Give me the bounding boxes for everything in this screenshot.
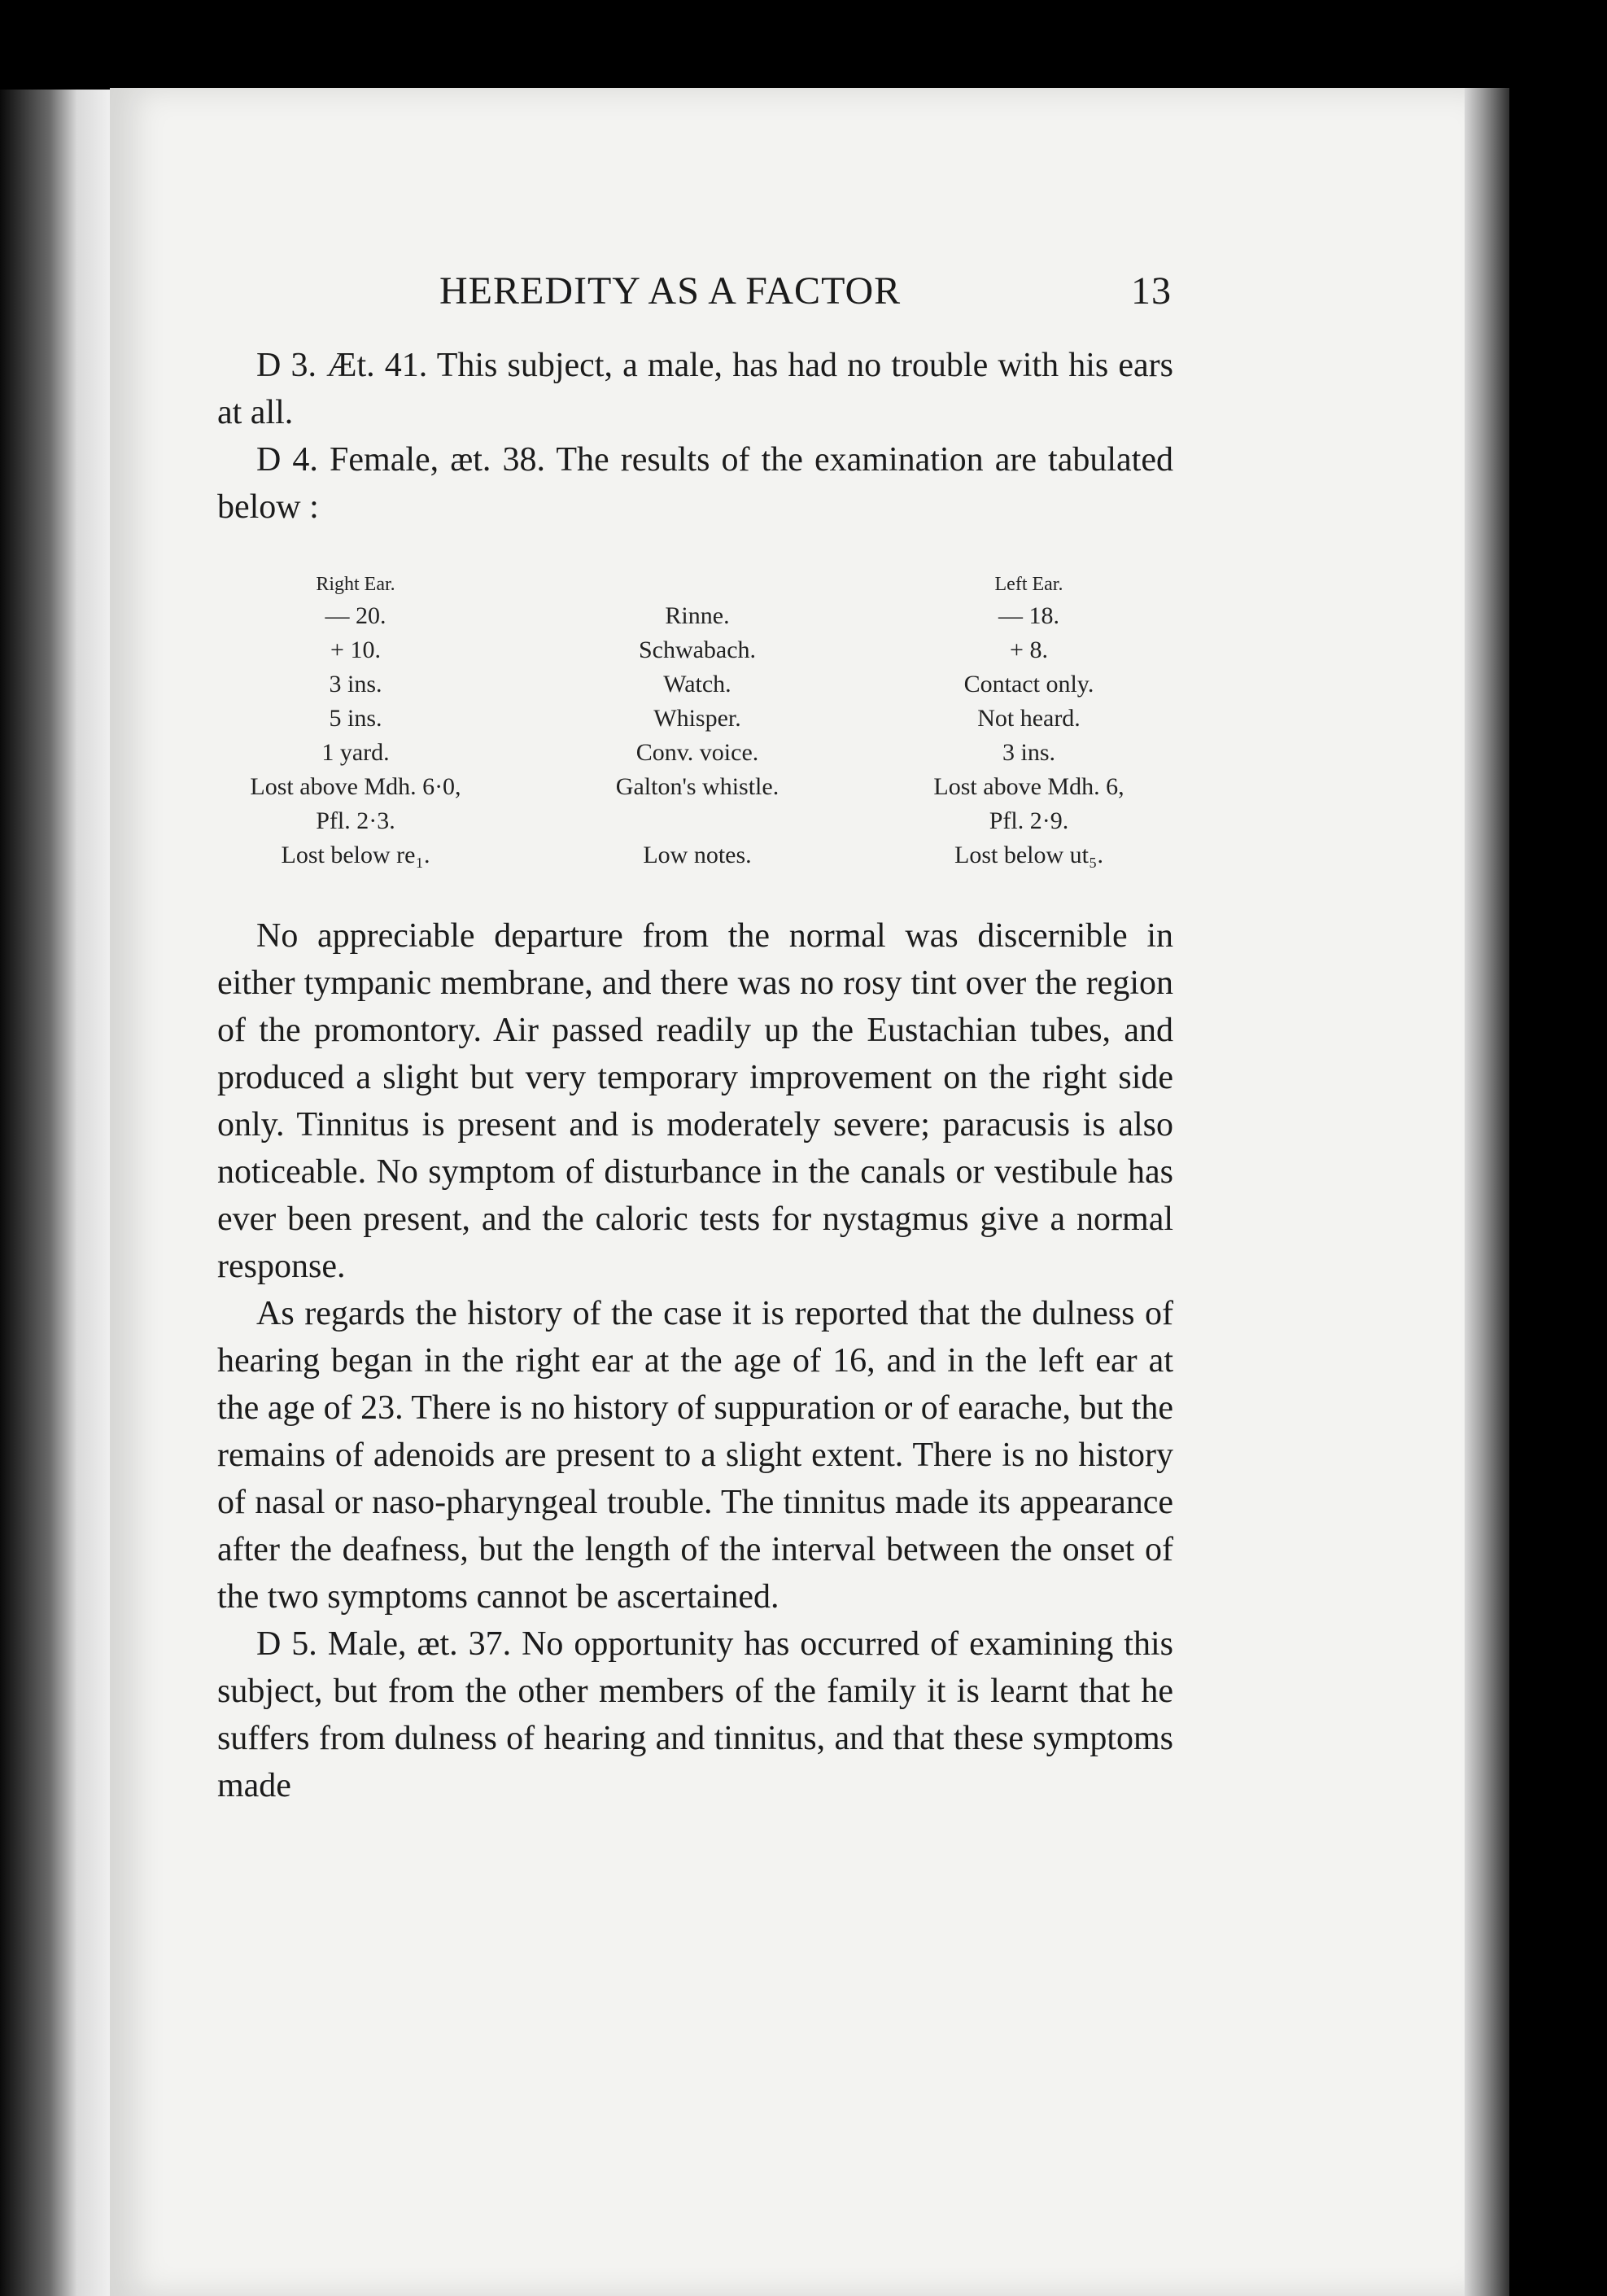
table-cell: 5 ins.: [329, 705, 382, 732]
table-cell: + 8.: [1010, 636, 1048, 663]
table-cell: 1 yard.: [321, 739, 390, 766]
paragraph-d3: D 3. Æt. 41. This subject, a male, has had no trouble with his ears at all.: [217, 347, 1173, 431]
test-name: Galton's whistle.: [615, 773, 779, 800]
table-cell: Contact only.: [963, 671, 1094, 698]
test-name: Rinne.: [665, 602, 730, 629]
right-ear-header: Right Ear.: [316, 574, 395, 595]
running-title: HEREDITY AS A FACTOR: [439, 269, 902, 313]
table-cell: Pfl. 2·9.: [989, 807, 1069, 834]
body-paragraphs: [217, 912, 1173, 1809]
table-cell: 3 ins.: [329, 671, 382, 698]
page-number: 13: [1131, 269, 1172, 313]
test-name: Conv. voice.: [635, 739, 759, 766]
table-cell: Lost above Mdh. 6,: [933, 773, 1124, 800]
paragraph-d5: D 5. Male, æt. 37. No opportunity has occurred of examining this subject, but from the other members of the family it is learnt that he suffers from dulness of hearing and tinnitus, and that these symptoms made: [217, 1625, 1173, 1804]
test-name: [559, 804, 836, 838]
test-name: Low notes.: [643, 842, 752, 868]
table-cell: — 20.: [325, 602, 386, 629]
paragraph-no-appreciable: No appreciable departure from the normal was discernible in either tympanic membrane, and there was no rosy tint over the region of the promontory. Air passed readily up the Eustachian tubes, and produced a slight but very temporary improvement on the right side only. Tinnitus is present and is moderately severe; paracusis is also noticeable. No symptom of disturbance in the canals or vestibule has ever been present, and the caloric tests for nystagmus give a normal response.: [217, 917, 1173, 1285]
table-cell: Not heard.: [977, 705, 1081, 732]
tests-column: [559, 570, 836, 872]
paragraph-d4: D 4. Female, æt. 38. The results of the examination are tabulated below :: [217, 441, 1173, 526]
table-cell: — 18.: [998, 602, 1059, 629]
table-cell: Lost below ut₅.: [954, 842, 1103, 868]
table-cell: Lost above Mdh. 6·0,: [250, 773, 461, 800]
table-cell: Pfl. 2·3.: [316, 807, 395, 834]
table-cell: Lost below re₁.: [281, 842, 430, 868]
page-fore-edge: [1465, 88, 1509, 2296]
table-cell: 3 ins.: [1002, 739, 1055, 766]
opening-paragraphs: [217, 342, 1173, 531]
adjacent-page-edge: [0, 90, 110, 2296]
left-ear-header: Left Ear.: [994, 574, 1063, 595]
paragraph-history: As regards the history of the case it is reported that the dulness of hearing began in the right ear at the age of 16, and in the left ear at the age of 23. There is no history of suppuration or of earache, but the remains of adenoids are present to a slight extent. There is no history of nasal or naso-pharyngeal trouble. The tinnitus made its appearance after the deafness, but the length of the interval between the onset of the two symptoms cannot be ascertained.: [217, 1295, 1173, 1616]
test-name: Whisper.: [653, 705, 741, 732]
tests-header-spacer: [559, 570, 836, 599]
left-ear-column: [876, 570, 1181, 872]
test-name: Schwabach.: [638, 636, 757, 663]
test-name: Watch.: [663, 671, 731, 698]
table-cell: + 10.: [330, 636, 381, 663]
right-ear-column: [209, 570, 502, 872]
